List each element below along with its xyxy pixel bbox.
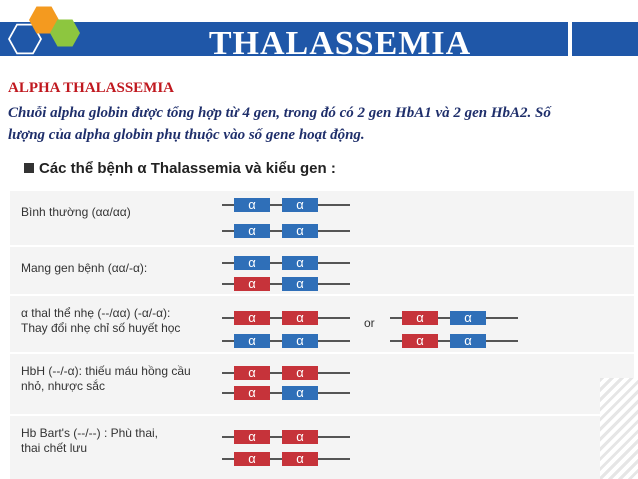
deleted-alpha-gene: α [234, 386, 270, 400]
deleted-alpha-gene: α [282, 452, 318, 466]
diagram-header [10, 153, 634, 191]
active-alpha-gene: α [234, 198, 270, 212]
deleted-alpha-gene: α [234, 430, 270, 444]
genotype-label [21, 364, 191, 394]
genotype-label-line: Mang gen bệnh (αα/-α): [21, 261, 148, 275]
page-title: THALASSEMIA [208, 25, 472, 62]
corner-decoration [600, 378, 638, 479]
header-accent-box [572, 22, 638, 56]
active-alpha-gene: α [234, 224, 270, 238]
row-divider [10, 352, 634, 354]
deleted-alpha-gene: α [402, 334, 438, 348]
active-alpha-gene: α [282, 334, 318, 348]
active-alpha-gene: α [282, 277, 318, 291]
active-alpha-gene: α [450, 334, 486, 348]
or-label: or [364, 316, 375, 330]
genotype-label [21, 261, 147, 276]
genotype-diagram [10, 153, 634, 479]
genotype-label-line: Hb Bart's (--/--) : Phù thai, [21, 426, 158, 440]
genotype-label-line: Thay đổi nhẹ chỉ số huyết học [21, 321, 181, 335]
row-divider [10, 294, 634, 296]
genotype-label-line: thai chết lưu [21, 441, 88, 455]
section-subtitle: ALPHA THALASSEMIA [8, 80, 175, 96]
genotype-label-line: nhỏ, nhược sắc [21, 379, 105, 393]
genotype-label [21, 205, 131, 220]
deleted-alpha-gene: α [282, 311, 318, 325]
deleted-alpha-gene: α [234, 452, 270, 466]
deleted-alpha-gene: α [234, 277, 270, 291]
deleted-alpha-gene: α [402, 311, 438, 325]
genotype-label [21, 306, 180, 336]
active-alpha-gene: α [234, 334, 270, 348]
deleted-alpha-gene: α [282, 366, 318, 380]
genotype-label-line: α thal thể nhẹ (--/αα) (-α/-α): [21, 306, 171, 320]
active-alpha-gene: α [234, 256, 270, 270]
deleted-alpha-gene: α [282, 430, 318, 444]
row-divider [10, 245, 634, 247]
active-alpha-gene: α [282, 386, 318, 400]
genotype-label [21, 426, 158, 456]
diagram-heading: Các thể bệnh α Thalassemia và kiểu gen : [39, 160, 336, 177]
active-alpha-gene: α [450, 311, 486, 325]
deleted-alpha-gene: α [234, 311, 270, 325]
checkbox-bullet-icon [24, 163, 34, 173]
row-divider [10, 414, 634, 416]
genotype-label-line: Bình thường (αα/αα) [21, 205, 131, 219]
active-alpha-gene: α [282, 224, 318, 238]
deleted-alpha-gene: α [234, 366, 270, 380]
active-alpha-gene: α [282, 198, 318, 212]
active-alpha-gene: α [282, 256, 318, 270]
description-text: Chuỗi alpha globin được tổng hợp từ 4 gen, trong đó có 2 gen HbA1 và 2 gen HbA2. Số lượng của alpha globin phụ thuộc vào số gene hoạt động. [8, 105, 551, 143]
genotype-label-line: HbH (--/-α): thiếu máu hồng cầu [21, 364, 191, 378]
